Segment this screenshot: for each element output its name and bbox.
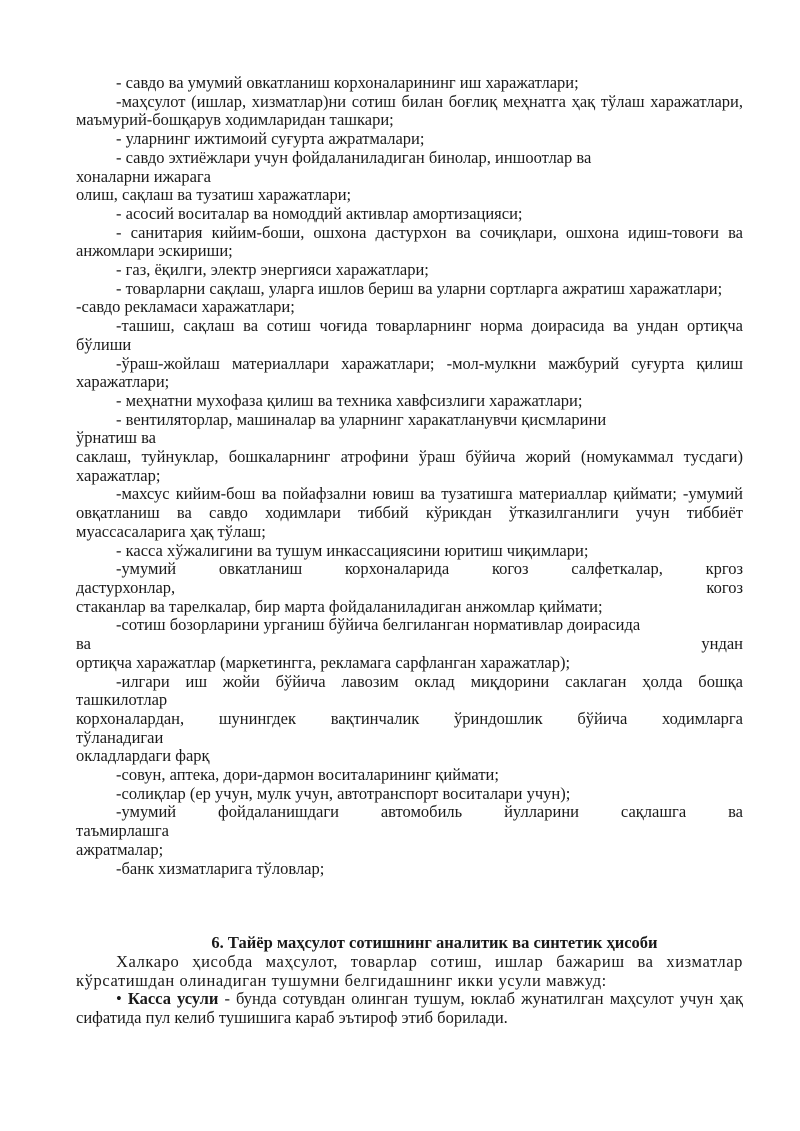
text-line-1: - савдо ва умумий овкатланиш корхоналарининг иш харажатлари; <box>116 73 579 92</box>
text-line-13: -ўраш-жойлаш материаллари харажатлари; -мол-мулкни мажбурий суғурта қилиш харажатлари; <box>76 353 743 392</box>
bullet-mark: • <box>116 989 122 1009</box>
text-line-25: ортиқча харажатлар (маркетингга, рекламага сарфланган харажатлар); <box>76 652 571 672</box>
text-line-31: -совун, аптека, дори-дармон воситаларининг қиймати; <box>116 765 499 785</box>
text-line-22: стаканлар ва тарелкалар, бир марта фойдаланиладиган анжомлар қиймати; <box>76 596 603 616</box>
text-line-18: -махсус кийим-бош ва пойафзални ювиш ва тузатишга материаллар қиймати; -умумий овқатланиш ва савдо ходимлари тиббий кўрикдан ўтказилганлиги учун тиббиёт муассасаларига ҳақ тўлаш; <box>76 484 743 541</box>
text-line-26: -илгари иш жойи бўйича лавозим оклад миқдорини саклаган ҳолда бошқа <box>116 671 743 691</box>
text-line-5: хоналарни ижарага <box>76 166 211 186</box>
text-line-29: тўланадигаи <box>76 727 164 747</box>
bullet-paragraph <box>76 990 743 1027</box>
text-line-21: дастурхонлар, когоз <box>76 577 743 597</box>
text-line-16: ўрнатиш ва <box>76 428 156 448</box>
section-heading: 6. Тайёр маҳсулот сотишнинг аналитик ва синтетик ҳисоби <box>211 933 658 953</box>
text-line-23: -сотиш бозорларини урганиш бўйича белгиланган нормативлар доирасида <box>116 615 641 635</box>
text-line-11: -савдо рекламаси харажатлари; <box>76 297 295 317</box>
text-line-8: - санитария кийим-боши, ошхона дастурхон ва сочиқлари, ошхона идиш-товоғи ва анжомлари эскириши; <box>76 222 743 261</box>
text-line-33: -умумий фойдаланишдаги автомобиль йулларини сақлашга ва <box>116 802 743 822</box>
text-line-36: -банк хизматларига тўловлар; <box>116 858 325 878</box>
section-intro: Халкаро ҳисобда маҳсулот, товарлар сотиш, ишлар бажариш ва хизматлар кўрсатишдан олинадиган тушумни белгидашнинг икки усули мавжуд: <box>76 951 743 990</box>
text-line-4: - савдо эхтиёжлари учун фойдаланиладиган бинолар, иншоотлар ва <box>116 147 592 167</box>
text-line-9: - газ, ёқилги, электр энергияси харажатлари; <box>116 260 429 280</box>
text-line-6: олиш, сақлаш ва тузатиш харажатлари; <box>76 185 352 205</box>
text-line-30: окладлардаги фарқ <box>76 746 210 766</box>
text-line-24: ва ундан <box>76 634 743 654</box>
bullet-term: Касса усули <box>127 989 219 1009</box>
text-line-10: - товарларни сақлаш, уларга ишлов бериш ва уларни сортларга ажратиш харажатлари; <box>116 278 723 298</box>
text-line-20: -умумий овкатланиш корхоналарида когоз салфеткалар, кргоз <box>116 559 743 579</box>
text-line-14: - меҳнатни мухофаза қилиш ва техника хавфсизлиги харажатлари; <box>116 390 583 410</box>
text-line-27: ташкилотлар <box>76 690 168 710</box>
text-line-7: - асосий воситалар ва номоддий активлар амортизацияси; <box>116 203 523 223</box>
text-line-15: - вентиляторлар, машиналар ва уларнинг харакатланувчи қисмларини <box>116 409 607 429</box>
text-line-35: ажратмалар; <box>76 839 164 859</box>
section-spacer <box>76 878 743 934</box>
text-line-2: -маҳсулот (ишлар, хизматлар)ни сотиш билан боғлиқ меҳнатга ҳақ тўлаш харажатлари, маъмурий-бошқарув ходимларидан ташкари; <box>76 91 743 130</box>
text-line-19: - касса хўжалигини ва тушум инкассациясини юритиш чиқимлари; <box>116 540 589 560</box>
text-line-17: саклаш, туйнуклар, бошкаларнинг атрофини ўраш бўйича жорий (номукаммал тусдаги) харажатлар; <box>76 447 743 485</box>
text-line-12: -ташиш, сақлаш ва сотиш чоғида товарларнинг норма доирасида ва ундан ортиқча бўлиши <box>76 316 743 354</box>
bullet-text: - бунда сотувдан олинган тушум, юклаб жунатилган маҳсулот учун ҳақ сифатида пул келиб тушишига караб эътироф этиб борилади. <box>76 989 744 1028</box>
text-line-34: таъмирлашга <box>76 821 169 841</box>
text-line-3: - уларнинг ижтимоий суғурта ажратмалари; <box>116 129 425 149</box>
text-line-28: корхоналардан, шунингдек вақтинчалик ўриндошлик бўйича ходимларга <box>76 708 743 728</box>
text-line-32: -солиқлар (ер учун, мулк учун, автотранспорт воситалари учун); <box>116 783 571 803</box>
